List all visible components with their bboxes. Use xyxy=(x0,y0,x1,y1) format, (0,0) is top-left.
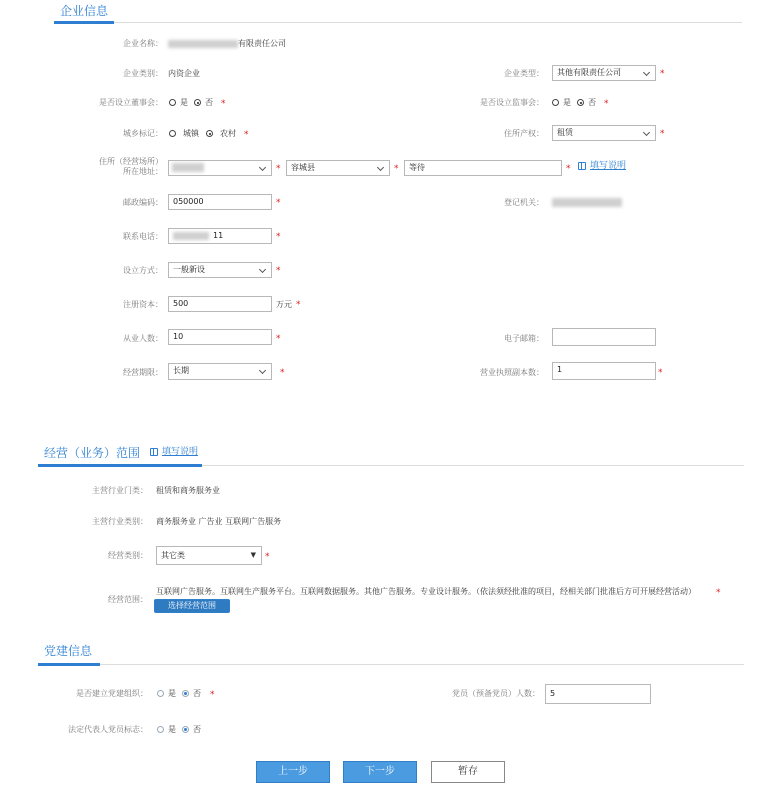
company-section-divider xyxy=(54,22,742,23)
legal-rep-no-label: 否 xyxy=(193,725,201,734)
board-yes-radio[interactable] xyxy=(169,99,176,106)
urban-town-radio[interactable] xyxy=(169,130,176,137)
company-section-underline xyxy=(54,21,114,24)
required-mark: * xyxy=(276,232,281,242)
redacted-phone xyxy=(173,232,209,240)
method-select[interactable]: 一般新设 xyxy=(168,262,272,278)
party-section-title: 党建信息 xyxy=(44,644,93,658)
legal-rep-yes-radio[interactable] xyxy=(157,726,164,733)
term-select[interactable]: 长期 xyxy=(168,363,272,380)
party-org-no-label: 否 xyxy=(193,689,201,698)
supervisor-yes-label: 是 xyxy=(563,98,571,107)
company-name-label: 企业名称： xyxy=(123,39,163,48)
board-label: 是否设立董事会： xyxy=(99,98,163,107)
required-mark: * xyxy=(394,164,399,174)
phone-input-value: 11 xyxy=(213,231,224,240)
party-members-label: 党员（预备党员）人数： xyxy=(452,689,540,698)
required-mark: * xyxy=(221,99,226,109)
supervisor-label: 是否设立监事会： xyxy=(480,98,544,107)
party-org-yes-label: 是 xyxy=(168,689,176,698)
phone-label: 联系电话： xyxy=(123,232,163,241)
business-section-underline xyxy=(38,464,202,467)
industry-category-label: 主营行业类别： xyxy=(92,517,148,526)
business-help-link[interactable]: 填写说明 xyxy=(162,447,199,457)
save-draft-button[interactable]: 暂存 xyxy=(431,761,505,783)
next-step-button[interactable]: 下一步 xyxy=(343,761,417,783)
address-detail-input[interactable]: 等待 xyxy=(404,160,562,176)
required-mark: * xyxy=(265,552,270,562)
postcode-input[interactable]: 050000 xyxy=(168,194,272,210)
dropdown-arrow-icon: ▼ xyxy=(250,551,256,559)
capital-unit: 万元 xyxy=(276,300,292,309)
party-members-input[interactable]: 5 xyxy=(545,684,651,704)
postcode-label: 邮政编码： xyxy=(123,198,163,207)
industry-category-value: 商务服务业 广告业 互联网广告服务 xyxy=(156,517,282,526)
board-yes-label: 是 xyxy=(180,98,188,107)
address-help-link[interactable]: 填写说明 xyxy=(590,161,627,171)
urban-label: 城乡标记： xyxy=(123,129,163,138)
license-copies-label: 营业执照副本数： xyxy=(480,368,544,377)
company-category-label: 企业类别： xyxy=(123,69,163,78)
supervisor-no-radio[interactable] xyxy=(577,99,584,106)
redacted-company-name xyxy=(168,40,238,48)
required-mark: * xyxy=(296,300,301,310)
party-org-label: 是否建立党建组织： xyxy=(76,689,148,698)
redacted-reg-authority xyxy=(552,198,622,207)
employees-label: 从业人数： xyxy=(123,334,163,343)
capital-input[interactable]: 500 xyxy=(168,296,272,312)
party-section-divider xyxy=(38,664,744,665)
term-label: 经营期限： xyxy=(123,368,163,377)
address-label-line1: 住所（经营场所） xyxy=(99,157,163,166)
industry-value: 租赁和商务服务业 xyxy=(156,486,220,495)
party-org-no-radio[interactable] xyxy=(182,690,189,697)
capital-label: 注册资本： xyxy=(123,300,163,309)
email-label: 电子邮箱： xyxy=(504,334,544,343)
company-category-value: 内资企业 xyxy=(168,69,200,78)
company-section-title: 企业信息 xyxy=(60,4,109,18)
urban-rural-radio[interactable] xyxy=(206,130,213,137)
scope-label: 经营范围： xyxy=(108,595,148,604)
required-mark: * xyxy=(660,129,665,139)
supervisor-no-label: 否 xyxy=(588,98,596,107)
select-scope-button[interactable]: 选择经营范围 xyxy=(154,599,230,613)
address-label-line2: 所在地址： xyxy=(123,167,163,176)
prev-step-button[interactable]: 上一步 xyxy=(256,761,330,783)
company-type-select[interactable]: 其他有限责任公司 xyxy=(552,65,656,81)
required-mark: * xyxy=(210,690,215,700)
redacted-city xyxy=(172,163,204,172)
required-mark: * xyxy=(660,69,665,79)
board-no-radio[interactable] xyxy=(194,99,201,106)
board-no-label: 否 xyxy=(205,98,213,107)
reg-authority-label: 登记机关： xyxy=(504,198,544,207)
party-org-yes-radio[interactable] xyxy=(157,690,164,697)
legal-rep-no-radio[interactable] xyxy=(182,726,189,733)
company-name-value: 有限责任公司 xyxy=(238,39,286,48)
license-copies-input[interactable]: 1 xyxy=(552,362,656,380)
op-category-label: 经营类别： xyxy=(108,551,148,560)
op-category-value: 其它类 xyxy=(161,551,185,560)
required-mark: * xyxy=(244,130,249,140)
legal-rep-label: 法定代表人党员标志： xyxy=(68,725,148,734)
urban-rural-label: 农村 xyxy=(220,129,236,138)
email-input[interactable] xyxy=(552,328,656,346)
employees-input[interactable]: 10 xyxy=(168,329,272,345)
help-book-icon[interactable] xyxy=(578,162,586,170)
required-mark: * xyxy=(658,368,663,378)
property-label: 住所产权： xyxy=(504,129,544,138)
required-mark: * xyxy=(276,266,281,276)
company-type-label: 企业类型： xyxy=(504,69,544,78)
help-book-icon[interactable] xyxy=(150,448,158,456)
property-select[interactable]: 租赁 xyxy=(552,125,656,141)
scope-value: 互联网广告服务。互联网生产服务平台。互联网数据服务。其他广告服务。专业设计服务。（依法须经批准的项目，经相关部门批准后方可开展经营活动） xyxy=(156,587,696,596)
required-mark: * xyxy=(276,164,281,174)
industry-label: 主营行业门类： xyxy=(92,486,148,495)
urban-town-label: 城镇 xyxy=(183,129,199,138)
legal-rep-yes-label: 是 xyxy=(168,725,176,734)
required-mark: * xyxy=(280,368,285,378)
party-section-underline xyxy=(38,663,100,666)
business-section-title: 经营（业务）范围 xyxy=(44,446,141,460)
op-category-select[interactable] xyxy=(156,546,262,565)
required-mark: * xyxy=(566,164,571,174)
required-mark: * xyxy=(604,99,609,109)
method-label: 设立方式： xyxy=(123,266,163,275)
required-mark: * xyxy=(716,588,721,598)
supervisor-yes-radio[interactable] xyxy=(552,99,559,106)
required-mark: * xyxy=(276,198,281,208)
required-mark: * xyxy=(276,334,281,344)
address-county-select[interactable]: 容城县 xyxy=(286,160,390,176)
